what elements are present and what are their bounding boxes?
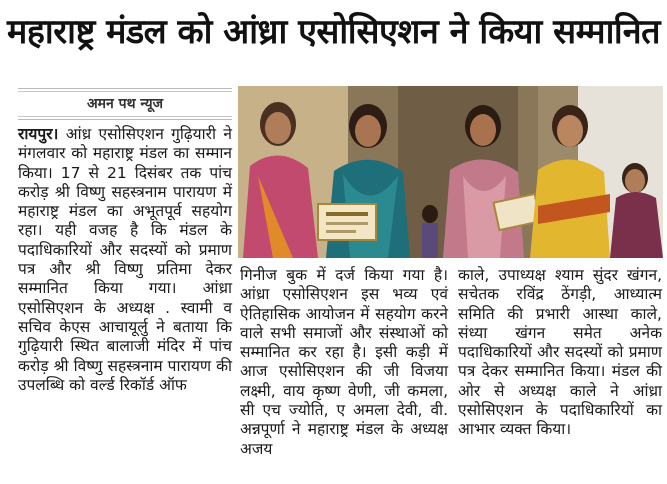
article-column-3: काले, उपाध्यक्ष श्याम सुंदर खंगन, सचेतक रविंद्र ठेंगड़ी, आध्यात्म समिति की प्रभारी आस्था काले, संध्या खंगन समेत अनेक पदाधिकारियों और सदस्यों को प्रमाण पत्र देकर सम्मानित किया। मंडल की ओर से अध्यक्ष काले ने आंध्रा एसोसिएशन के पदाधिकारियों का आभार व्यक्त किया।: [458, 266, 662, 439]
dateline: रायपुर।: [18, 125, 59, 143]
column-1-body: आंध्र एसोसिएशन गुढ़ियारी ने मंगलवार को महाराष्ट्र मंडल का सम्मान किया। 17 से 21 दिसंबर तक पांच करोड़ श्री विष्णु सहस्त्रनाम पारायण में महाराष्ट्र मंडल का अभूतपूर्व सहयोग रहा। यही वजह है कि मंडल के पदाधिकारियों और सदस्यों को प्रमाण पत्र और श्री विष्णु प्रतिमा देकर सम्मानित किया गया। आंध्रा एसोसिएशन के अध्यक्ष . स्वामी व सचिव केएस आचायूर्लु ने बताया कि गुढ़ियारी स्थित बालाजी मंदिर में पांच करोड़ श्री विष्णु सहस्त्रनाम पारायण की उपलब्धि को वर्ल्ड रिकॉर्ड ऑफ: [18, 125, 232, 394]
article-column-2: गिनीज बुक में दर्ज किया गया है। आंध्रा एसोसिएशन इस भव्य एवं ऐतिहासिक आयोजन में सहयोग करने वाले सभी समाजों और संस्थाओं को सम्मानित कर रहा है। इसी कड़ी में आज एसोसिएशन की जी विजया लक्ष्मी, वाय कृष्ण वेणी, जी कमला, सी एच ज्योति, ए अमला देवी, वी. अन्नपूर्णा ने महाराष्ट्र मंडल के अध्यक्ष अजय: [240, 266, 448, 458]
byline-box: [18, 88, 232, 120]
headline: महाराष्ट्र मंडल को आंध्रा एसोसिएशन ने किया सम्मानित: [7, 12, 660, 52]
news-photo: [238, 86, 663, 258]
byline: अमन पथ न्यूज: [86, 96, 164, 112]
photo-women-with-certificates: [238, 86, 663, 258]
article-column-1: [18, 125, 232, 395]
